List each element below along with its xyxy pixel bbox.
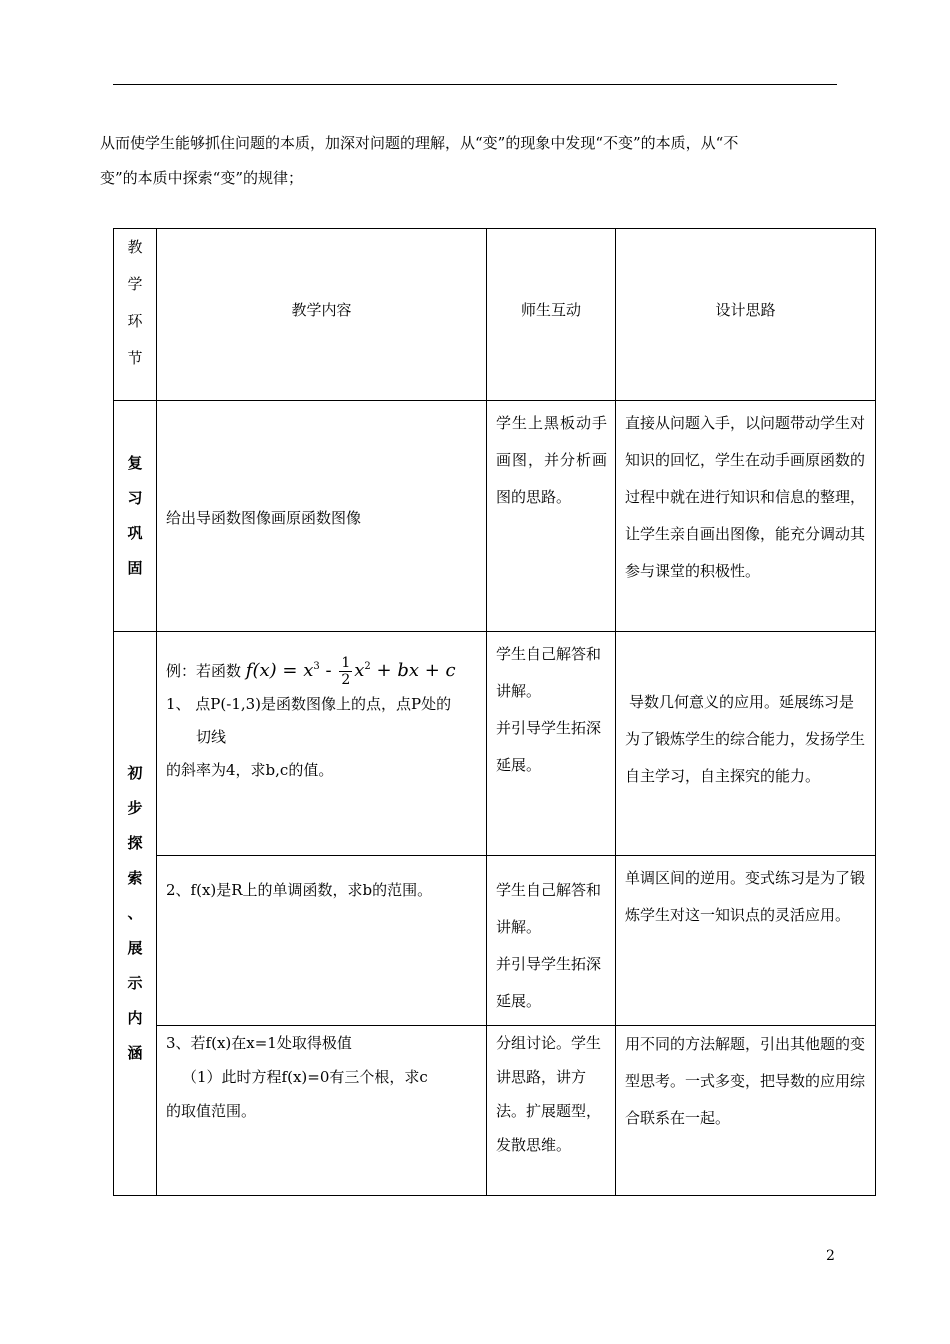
explore-content-2 — [157, 856, 487, 1026]
lesson-plan-table — [113, 228, 876, 1196]
stage-char: 示 — [127, 974, 143, 992]
stage-char: 巩 — [127, 524, 143, 542]
formula-x2: x — [354, 660, 365, 681]
formula-arg: x — [259, 660, 270, 681]
intro-paragraph — [100, 126, 845, 196]
stage-char: 内 — [127, 1009, 143, 1027]
page-number: 2 — [826, 1248, 835, 1264]
review-design — [616, 401, 876, 632]
header-rule — [113, 84, 837, 85]
explore-stage — [114, 632, 157, 1196]
question-3-line-3: 的取值范围。 — [166, 1102, 257, 1120]
explore-row-3 — [114, 1026, 876, 1196]
header-stage-char: 环 — [127, 312, 143, 330]
header-content: 教学内容 — [157, 229, 487, 401]
header-stage — [114, 229, 157, 401]
stage-char: 展 — [127, 939, 143, 957]
interaction-2-line-1: 学生自己解答和讲解。 — [496, 881, 602, 936]
stage-char: 初 — [127, 764, 143, 782]
table-header-row — [114, 229, 876, 401]
function-formula: $f(x) = x^3$ - $\frac{1}{2}$ $x^2$ + bx + c — [245, 654, 456, 688]
stage-char: 探 — [127, 834, 143, 852]
interaction-3-text: 分组讨论。学生讲思路，讲方法。扩展题型，发散思维。 — [496, 1034, 602, 1154]
design-2-text: 单调区间的逆用。变式练习是为了锻炼学生对这一知识点的灵活应用。 — [625, 869, 866, 924]
formula-rest: + bx + c — [376, 660, 456, 681]
stage-char: 涵 — [127, 1044, 143, 1062]
intro-line-2: 变”的本质中探索“变”的规律； — [100, 169, 304, 187]
explore-interaction-2 — [487, 856, 616, 1026]
stage-char: 固 — [127, 559, 143, 577]
fraction-numerator: 1 — [341, 654, 351, 671]
interaction-1-line-1: 学生自己解答和讲解。 — [496, 645, 602, 700]
review-design-text: 直接从问题入手，以问题带动学生对知识的回忆，学生在动手画原函数的过程中就在进行知识和信息的整理，让学生亲自画出图像，能充分调动其参与课堂的积极性。 — [625, 414, 866, 580]
explore-row-1 — [114, 632, 876, 856]
review-content-text: 给出导函数图像画原函数图像 — [166, 508, 362, 527]
interaction-2-line-2: 并引导学生拓深延展。 — [496, 955, 602, 1010]
design-1-text: 导数几何意义的应用。延展练习是为了锻炼学生的综合能力，发扬学生自主学习，自主探究的能力。 — [625, 693, 866, 785]
question-1-line-1: 1、 点P(-1,3)是函数图像上的点，点P处的 — [166, 695, 452, 713]
formula-eq: = — [282, 660, 298, 681]
formula-x3: x — [303, 660, 314, 681]
explore-row-2 — [114, 856, 876, 1026]
interaction-1-line-2: 并引导学生拓深延展。 — [496, 719, 602, 774]
question-3-line-2: （1）此时方程f(x)=0有三个根，求c — [182, 1068, 428, 1086]
explore-interaction-3 — [487, 1026, 616, 1196]
header-stage-char: 教 — [127, 238, 143, 256]
header-design: 设计思路 — [616, 229, 876, 401]
explore-design-1 — [616, 632, 876, 856]
formula-f: f — [245, 660, 253, 681]
formula-fraction — [339, 655, 352, 688]
intro-line-1: 从而使学生能够抓住问题的本质，加深对问题的理解，从“变”的现象中发现“不变”的本质，从“不 — [100, 134, 739, 152]
stage-char: 索 — [127, 869, 143, 887]
design-3-text: 用不同的方法解题，引出其他题的变型思考。一式多变，把导数的应用综合联系在一起。 — [625, 1035, 866, 1127]
review-content — [157, 401, 487, 632]
formula-exp2: 2 — [364, 661, 371, 672]
formula-minus: - — [325, 660, 332, 681]
explore-content-1 — [157, 632, 487, 856]
explore-design-2 — [616, 856, 876, 1026]
stage-char: 步 — [127, 799, 143, 817]
question-3-line-1: 3、若f(x)在x=1处取得极值 — [166, 1034, 352, 1052]
stage-char: 复 — [127, 454, 143, 472]
stage-char: 习 — [127, 489, 143, 507]
review-interaction — [487, 401, 616, 632]
review-row — [114, 401, 876, 632]
explore-interaction-1 — [487, 632, 616, 856]
example-line — [166, 650, 478, 688]
explore-content-3 — [157, 1026, 487, 1196]
example-prefix: 例：若函数 — [166, 662, 242, 680]
stage-char: 、 — [127, 904, 143, 922]
formula-exp3: 3 — [313, 661, 320, 672]
question-2: 2、f(x)是R上的单调函数，求b的范围。 — [166, 881, 433, 899]
header-stage-char: 节 — [127, 349, 143, 367]
explore-design-3 — [616, 1026, 876, 1196]
question-1-line-3: 的斜率为4，求b,c的值。 — [166, 761, 334, 779]
header-stage-char: 学 — [127, 275, 143, 293]
fraction-denominator: 2 — [341, 671, 351, 688]
review-stage — [114, 401, 157, 632]
review-interaction-text: 学生上黑板动手画图，并分析画图的思路。 — [496, 414, 607, 506]
question-1-line-2: 切线 — [196, 728, 227, 746]
header-interaction: 师生互动 — [487, 229, 616, 401]
